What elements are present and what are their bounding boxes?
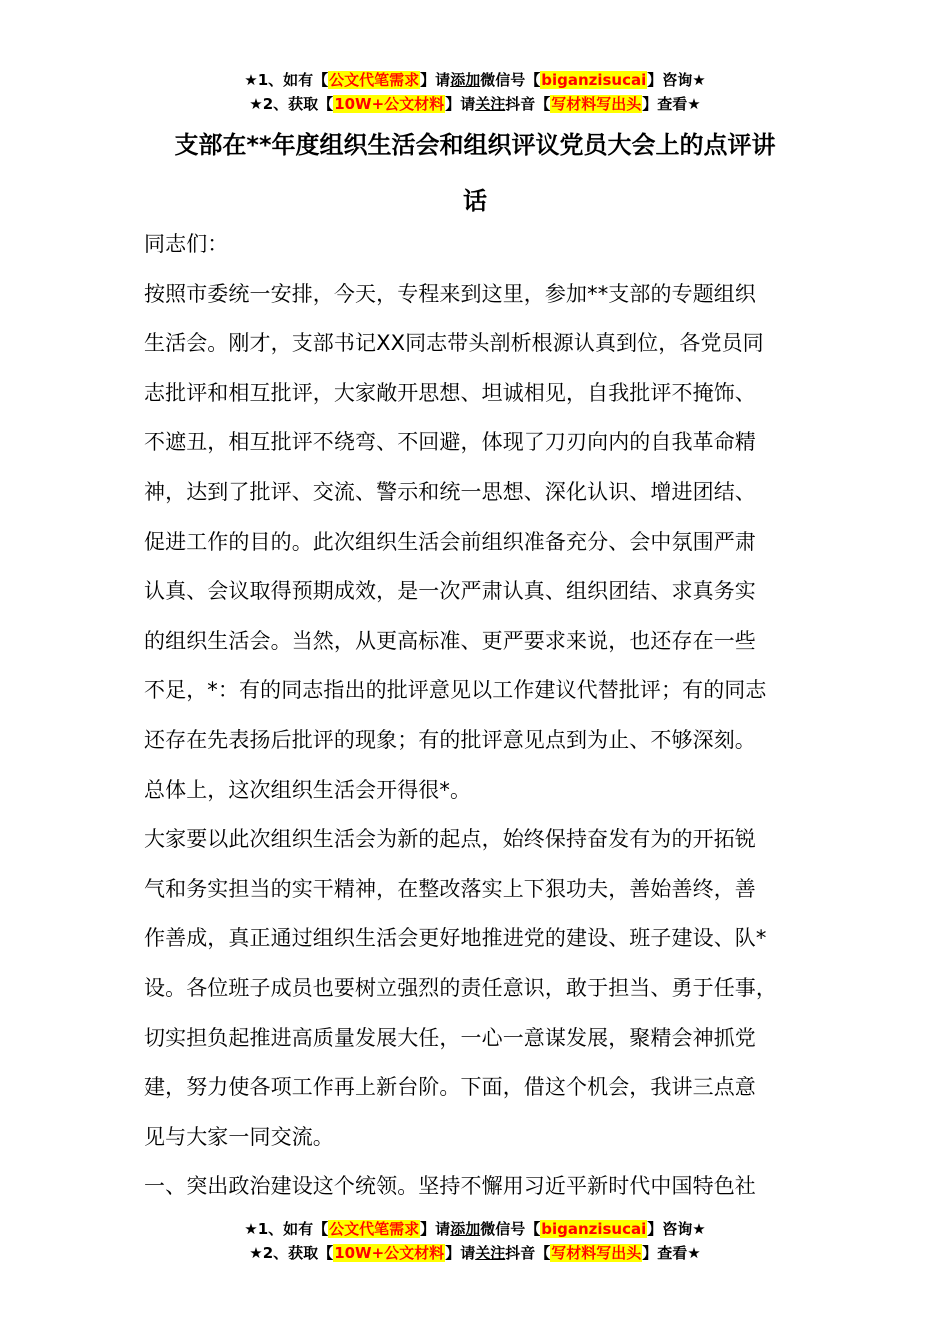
title-line-2: 话 — [463, 187, 487, 215]
underlined-text: 添加 — [450, 1220, 481, 1238]
salutation: 同志们： — [144, 232, 229, 256]
banner-text: ★2、获取【 — [249, 95, 334, 113]
banner-text: 】查看★ — [642, 1244, 701, 1262]
paragraph-line: 的组织生活会。当然，从更高标准、更严要求来说，也还存在一些 — [144, 628, 756, 653]
paragraph-line: 促进工作的目的。此次组织生活会前组织准备充分、会中氛围严肃 — [144, 529, 756, 554]
underlined-text: 关注 — [475, 95, 506, 113]
paragraph-line: 不遮丑，相互批评不绕弯、不回避，体现了刀刃向内的自我革命精 — [144, 430, 756, 455]
paragraph-line: 不足，*：有的同志指出的批评意见以工作建议代替批评；有的同志 — [144, 678, 767, 703]
banner-text: 】请 — [420, 71, 451, 89]
paragraph-line: 志批评和相互批评，大家敞开思想、坦诚相见，自我批评不掩饰、 — [144, 380, 756, 405]
paragraph-line: 认真、会议取得预期成效，是一次严肃认真、组织团结、求真务实 — [144, 579, 756, 604]
banner-text: 】查看★ — [642, 95, 701, 113]
highlight-materials: 10W+公文材料 — [334, 1244, 445, 1262]
banner-line-1 — [0, 1217, 950, 1241]
paragraph-line: 建，努力使各项工作再上新台阶。下面，借这个机会，我讲三点意 — [144, 1075, 756, 1100]
banner-text: 抖音【 — [505, 1244, 551, 1262]
banner-text: 】咨询★ — [647, 71, 706, 89]
title-line-1: 支部在**年度组织生活会和组织评议党员大会上的点评讲 — [174, 131, 776, 159]
banner-line-1 — [0, 68, 950, 92]
banner-line-2 — [0, 92, 950, 116]
paragraph-line: 设。各位班子成员也要树立强烈的责任意识，敢于担当、勇于任事， — [144, 975, 777, 1000]
paragraph-line: 气和务实担当的实干精神，在整改落实上下狠功夫，善始善终，善 — [144, 876, 756, 901]
underlined-text: 添加 — [450, 71, 481, 89]
paragraph-line: 还存在先表扬后批评的现象；有的批评意见点到为止、不够深刻。 — [144, 727, 756, 752]
paragraph-line: 生活会。刚才，支部书记XX同志带头剖析根源认真到位，各党员同 — [144, 331, 764, 356]
paragraph-line: 作善成，真正通过组织生活会更好地推进党的建设、班子建设、队* — [144, 926, 767, 951]
banner-text: 】请 — [445, 95, 476, 113]
highlight-materials: 10W+公文材料 — [334, 95, 445, 113]
banner-text: 微信号【 — [480, 71, 541, 89]
banner-text: 】请 — [445, 1244, 476, 1262]
document-body — [144, 220, 824, 1212]
banner-text: ★1、如有【 — [244, 71, 329, 89]
document-title — [140, 117, 810, 229]
paragraph-line: 神，达到了批评、交流、警示和统一思想、深化认识、增进团结、 — [144, 479, 756, 504]
highlight-douyin-account: 写材料写出头 — [551, 1244, 642, 1262]
top-banner — [0, 68, 950, 116]
underlined-text: 关注 — [475, 1244, 506, 1262]
highlight-wechat-id: biganzisucai — [541, 71, 647, 89]
paragraph-line: 大家要以此次组织生活会为新的起点，始终保持奋发有为的开拓锐 — [144, 827, 756, 852]
banner-text: 】咨询★ — [647, 1220, 706, 1238]
bottom-banner — [0, 1217, 950, 1265]
banner-text: ★2、获取【 — [249, 1244, 334, 1262]
paragraph-line: 见与大家一同交流。 — [144, 1124, 334, 1149]
highlight-service: 公文代笔需求 — [329, 1220, 420, 1238]
banner-text: 抖音【 — [505, 95, 551, 113]
paragraph-line: 总体上，这次组织生活会开得很*。 — [144, 777, 472, 802]
banner-line-2 — [0, 1241, 950, 1265]
paragraph-line: 按照市委统一安排，今天，专程来到这里，参加**支部的专题组织 — [144, 281, 756, 306]
banner-text: 】请 — [420, 1220, 451, 1238]
highlight-wechat-id: biganzisucai — [541, 1220, 647, 1238]
banner-text: 微信号【 — [480, 1220, 541, 1238]
highlight-douyin-account: 写材料写出头 — [551, 95, 642, 113]
paragraph-line: 切实担负起推进高质量发展大任，一心一意谋发展，聚精会神抓党 — [144, 1025, 756, 1050]
paragraph-line: 一、突出政治建设这个统领。坚持不懈用习近平新时代中国特色社 — [144, 1174, 756, 1199]
highlight-service: 公文代笔需求 — [329, 71, 420, 89]
banner-text: ★1、如有【 — [244, 1220, 329, 1238]
